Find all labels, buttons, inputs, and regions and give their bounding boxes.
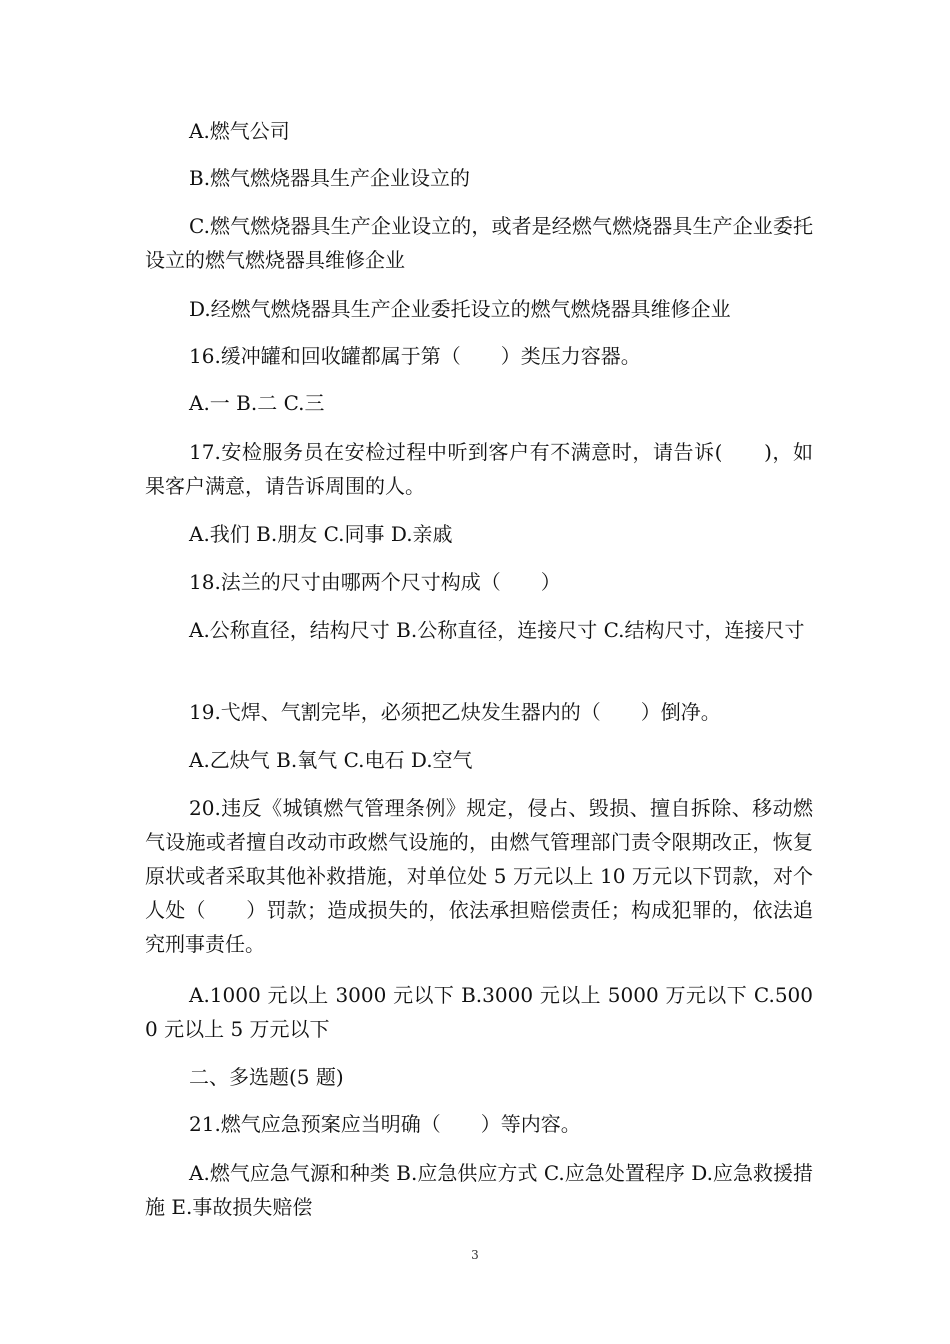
option-d-entrusted-repair: D.经燃气燃烧器具生产企业委托设立的燃气燃烧器具维修企业: [189, 297, 731, 321]
question-16-options: A.一 B.二 C.三: [189, 391, 325, 415]
question-20-options: A.1000 元以上 3000 元以下 B.3000 元以上 5000 万元以下 C.5000 元以上 5 万元以下: [145, 983, 813, 1041]
option-a-gas-company: A.燃气公司: [189, 119, 290, 143]
option-c-manufacturer-or-entrusted: C.燃气燃烧器具生产企业设立的，或者是经燃气燃烧器具生产企业委托设立的燃气燃烧器具维修企业: [145, 214, 813, 272]
question-16: 16.缓冲罐和回收罐都属于第（ ）类压力容器。: [189, 344, 641, 368]
question-18: 18.法兰的尺寸由哪两个尺寸构成（ ）: [189, 570, 561, 594]
question-21-options: A.燃气应急气源和种类 B.应急供应方式 C.应急处置程序 D.应急救援措施 E.事故损失赔偿: [145, 1161, 813, 1219]
section-heading-multiple-choice: 二、多选题(5 题): [189, 1065, 344, 1089]
question-19: 19.弋焊、气割完毕，必须把乙炔发生器内的（ ）倒净。: [189, 700, 721, 724]
question-19-options: A.乙炔气 B.氧气 C.电石 D.空气: [189, 748, 473, 772]
question-17-options: A.我们 B.朋友 C.同事 D.亲戚: [189, 522, 453, 546]
question-17: 17.安检服务员在安检过程中听到客户有不满意时，请告诉( )，如果客户满意，请告诉周围的人。: [145, 440, 813, 498]
question-18-options: A.公称直径，结构尺寸 B.公称直径，连接尺寸 C.结构尺寸，连接尺寸: [189, 618, 805, 642]
question-21: 21.燃气应急预案应当明确（ ）等内容。: [189, 1112, 581, 1136]
page-number: 3: [471, 1248, 479, 1262]
question-20: 20.违反《城镇燃气管理条例》规定，侵占、毁损、擅自拆除、移动燃气设施或者擅自改动市政燃气设施的，由燃气管理部门责令限期改正，恢复原状或者采取其他补救措施，对单位处 5 万元以上 10 万元以下罚款，对个人处（ ）罚款；造成损失的，依法承担赔偿责任；构成犯罪的，依法追究刑事责任。: [145, 796, 813, 956]
option-b-manufacturer: B.燃气燃烧器具生产企业设立的: [189, 166, 471, 190]
